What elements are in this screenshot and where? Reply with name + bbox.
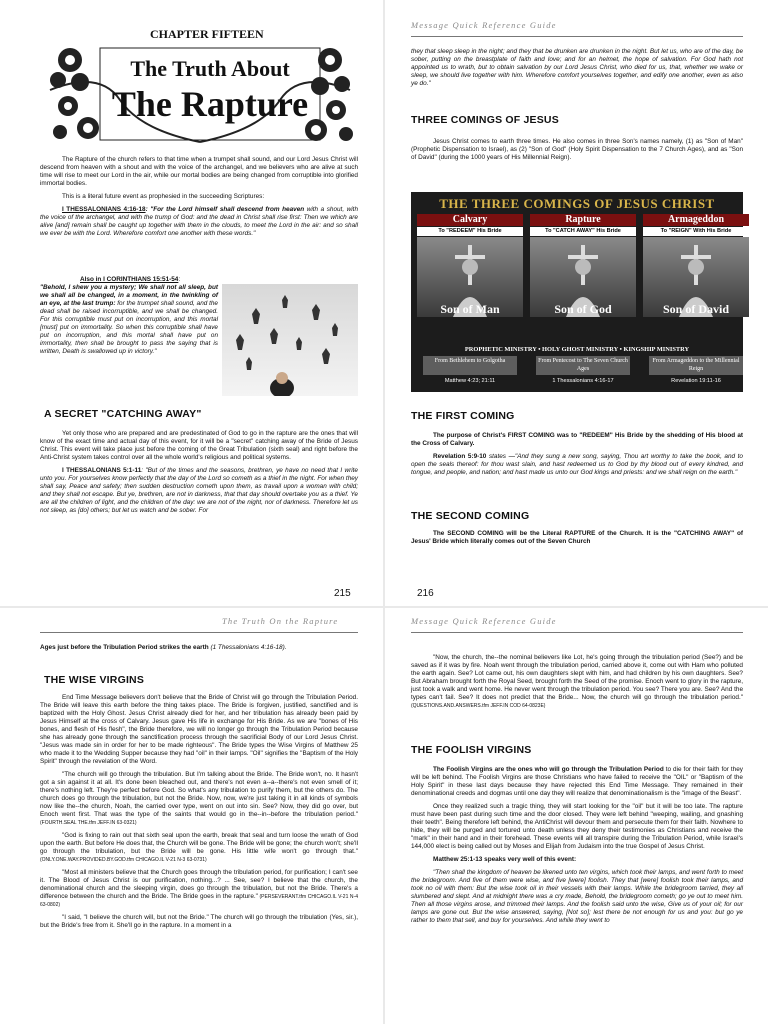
heading-wise-virgins: THE WISE VIRGINS (44, 674, 145, 686)
header-rule (40, 632, 358, 633)
scripture-ref: Revelation 5:9-10 (433, 453, 487, 460)
scripture-text: states —"And they sung a new song, saying, Thou art worthy to take the book, and to open the seals thereof: for thou wast slain, and hast redeemed us to God by thy blood out of every kindred, and tongue, and people, and nation; and hast made us unto our God kings and priests: and we shall reign on the earth." (411, 453, 743, 476)
column-purpose: To "CATCH AWAY" His Bride (530, 227, 636, 236)
chapter-label: CHAPTER FIFTEEN (150, 27, 264, 41)
top-quote-section: "Now, the church, the--the nominal believers like Lot, he's going through the tribulation period (See?) and be saved as if it was by fire. Noah went through the tribulation period, carried above it, come out with Ham who polluted the earth again. See? Lot came out, his own daughters slept with him, and had children by his own daughters. See? But Abraham brought forth the Royal Seed, brought forth the Seed of the promise. Enoch went to glory in the rapture, just took a walk and went home. He never went through the tribulation period. You see? There you are. See? And the types can't fail. See? It does not predict that the Bride... Now, the church will go through the tribulation period." (QUESTIONS.AND.ANSWERS.tfm JEFF.IN COD 64-0823E) (411, 654, 743, 709)
column-son-title: Son of Man (440, 302, 500, 316)
heading-first-coming: THE FIRST COMING (411, 410, 515, 422)
thess-4-passage (40, 206, 358, 238)
matthew-passage: "Then shall the kingdom of heaven be likened unto ten virgins, which took their lamps, and went forth to meet the bridegroom. And five of them were wise, and five [were] foolish. They that [were] foolish took their lamps, and took no oil with them: But the wise took oil in their vessels with their lamps. While the bridegroom tarried, they all slumbered and slept. And at midnight there was a cry made, Behold, the bridegroom cometh; go ye out to meet him. Then all those virgins arose, and trimmed their lamps. And the foolish said unto the wise, Give us of your oil; for our lamps are gone out. But the wise answered, saying, [Not so]; lest there be not enough for us and you: but go ye rather to them that sell, and buy for yourselves. And while they went to (411, 869, 743, 924)
banner-title: THE THREE COMINGS OF JESUS CHRIST (439, 196, 715, 211)
scripture-bold: : "For the Lord himself shall descend from heaven (145, 206, 305, 213)
scripture-ref: I THESSALONIANS 4:16-18 (62, 206, 146, 213)
page-215 (0, 0, 383, 606)
secret-section (40, 430, 358, 520)
column-span-box: From Pentecost to The Seven Church Ages (536, 356, 630, 375)
chapter-title-ornament (40, 40, 360, 148)
column-son-title: Son of God (554, 302, 612, 316)
column-purpose: To "REIGN" With His Bride (643, 227, 749, 236)
first-coming-section (411, 432, 743, 482)
quote-block: "God is fixing to rain out that sixth seal upon the earth, break that seal and turn loose the wrath of God upon the earth. But before He does that, the Church will be gone. The Bride will be gone; the church won't; she'll go through the tribulation, but the Bride will be gone. His little wife won't go through that." (ONLY.ONE.WAY.PROVIDED.BY.GOD.tfm CHICAGO.IL V-21 N-3 63-0731) (40, 832, 358, 863)
wise-section (40, 694, 358, 935)
wise-paragraph: End Time Message believers don't believe that the Bride of Christ will go through the Tribulation Period. The Bride will leave this earth before the thing takes place. The Bride is forgiven, justified, sanctified and is baptized with the Holy Ghost. Jesus Christ already died for her, and her tribulation has already been paid by Jesus Himself at the cross of Calvary. Jesus gave His life in exchange for His Bride. As we are "bones of His bones, and flesh of His flesh", the Bride therefore, we will no longer go through the Tribulation Period because she has already gone through the sanctification process through the sacrificial Body of our Lord Jesus Christ. "Jesus was made sin in order for her to be made righteous". The Bride types the Wise Virgins of Matthew 25 who made it to the Wedding Supper because they had "oil" in their lamps. "Oil" signifies the "Baptism of the Holy Spirit" through the revelation of the Word. (40, 694, 358, 765)
running-head: Message Quick Reference Guide (411, 20, 557, 30)
header-rule (411, 632, 743, 633)
scripture-text: for the trumpet shall sound, and the dead shall be raised incorruptible, and we shall be changed. For this corruptible must put on incorruption, and this mortal [must] put on immortality. So when this corruptible shall have put on incorruption, and this mortal shall have put on immortality, then shall be brought to pass the saying that is written, Death is swallowed up in victory." (40, 300, 218, 355)
top-scripture: they that sleep sleep in the night; and they that be drunken are drunken in the night. But let us, who are of the day, be sober, putting on the breastplate of faith and love; and for an helmet, the hope of salvation. For God hath not appointed us to wrath, but to obtain salvation by our Lord Jesus Christ, who died for us, that, whether we wake or sleep, we should live together with him. Wherefore comfort yourselves together, and edify one another, even as also ye do." (411, 48, 743, 87)
running-head: Message Quick Reference Guide (411, 616, 557, 626)
column-heading: Rapture (530, 214, 636, 226)
three-comings-banner (411, 192, 743, 392)
column-span-box: From Armageddon to the Millennial Reign (649, 356, 743, 375)
page-216 (385, 0, 768, 606)
three-comings-paragraph: Jesus Christ comes to earth three times. He also comes in three Son's names namely, (1) as "Son of Man" (Prophetic Dispensation to Israel), as (2) "Son of God" (Holy Spirit Dispensation to the 7 Church Ages), and as "Son of David" (during the 1000 years of His Millennial Reign). (411, 138, 743, 161)
column-reference: Revelation 19:11-16 (671, 378, 721, 384)
page-217 (0, 608, 383, 1024)
page-number: 215 (334, 588, 351, 599)
scripture-text: with a shout, with the voice of the archangel, and with the trump of God: and the dead in Christ shall rise first: Then we which are alive [and] remain shall be caught up together with them in the clouds, to meet the Lord in the air: and so shall we ever be with the Lord. Wherefore comfort one another with these words." (40, 206, 358, 237)
chapter-title-line1: The Truth About (130, 56, 290, 81)
quote-block: "The church will go through the tribulation. But I'm talking about the Bride. The Bride won't, no. It hasn't got a sin against it at all. It's done been bleached out, and there's not even a--a--there's not even smell of it; there's nothing left. They're perfect before God. So what's any tribulation to purify them, but the others do. The church does go through the tribulation, but not the Bride. Now, now, we're just taking it in all kinds of symbols now like the--the church, Noah, the carried over type, went on out into sin. See? Now, they did go over, but Enoch went first. That was the type of the saints that would go in the--in--before the tribulation period." (FOURTH.SEAL THE.tfm JEFF.IN 63-0321) (40, 771, 358, 826)
scripture-ref: Also in I CORINTHIANS 15:51-54 (80, 276, 179, 283)
column-reference: 1 Thessalonians 4:16-17 (552, 378, 614, 384)
matthew-lead: Matthew 25:1-13 speaks very well of this event: (433, 856, 577, 863)
column-reference: Matthew 4:23; 21:11 (444, 378, 496, 384)
column-purpose: To "REDEEM" His Bride (417, 227, 523, 236)
column-heading: Calvary (417, 214, 523, 226)
page-218 (385, 608, 768, 1024)
running-head: The Truth On the Rapture (222, 616, 339, 626)
heading-foolish-virgins: THE FOOLISH VIRGINS (411, 744, 532, 756)
intro-paragraph: The Rapture of the church refers to that time when a trumpet shall sound, and our Lord Jesus Christ will descend from heaven with a shout and with the voice of the archangel, and we believers who are alive at such time will rise to meet our Lord in the air, while our mortal bodies are being changed from corruptible into glorified immortal bodies. (40, 156, 358, 187)
scripture-text: : "But of the times and the seasons, brethren, ye have no need that I write unto you. For yourselves know perfectly that the day of the Lord so cometh as a thief in the night. For when they shall say, Peace and safety; then sudden destruction cometh upon them, as travail upon a woman with child; and they shall not escape. But ye, brethren, are not in darkness, that that day should overtake you as a thief. Ye are all the children of light, and the children of the day: we are not of the night, nor of darkness. Therefore let us not sleep, as [do] others; but let us watch and be sober. For (40, 467, 358, 514)
page-number: 216 (417, 588, 434, 599)
column-son-title: Son of David (662, 302, 730, 316)
ministry-line: PROPHETIC MINISTRY • HOLY GHOST MINISTRY • KINGSHIP MINISTRY (464, 346, 690, 353)
secret-paragraph: Yet only those who are prepared and are predestinated of God to go in the rapture are the ones that will know of the exact time and actual day of this event, for it will be a "secret" catching away of the Bride of Jesus Christ. This event will take place just before the coming of the Great Tribulation (sixth seal) and right before the Anti-Christ system takes control over all the whole world's religious and political systems. (40, 430, 358, 461)
foolish-section: The Foolish Virgins are the ones who will go through the Tribulation Period to die for their faith for they will be left behind. The Foolish Virgins are those Christians who have failed to receive the "OIL" or "Baptism of the Holy Spirit" in these last days because they have rejected this End Time Message. They remained in their denominational creeds and dogmas until one day they will realize that denominationalism is the "image of the Beast". Once they realized such a tragic thing, they will start looking for the "oil" but it will be too late. The rapture must have been past during such time and the door closed. They were left behind "weeping, wailing, and gnashing their teeth". Being therefore left behind, the AntiChrist will devour them and persecute them for their faith. Nowhere to hide, they will be purged and tortured unto death unless they deny their testimonies as Christians and receive the "mark" in their hand and in their forehead. These events will all transpire during the Tribulation Period, while Israel's 144,000 elect is being called out by Moses and Elijah from Judaism into the true Gospel of Jesus Christ. Matthew 25:1-13 speaks very well of this event: "Then shall the kingdom of heaven be likened unto ten virgins, which took their lamps, and went forth to meet the bridegroom. And five of them were wise, and five [were] foolish. They that [were] foolish took their lamps, and took no oil with them: But the wise took oil in their vessels with their lamps. While the bridegroom tarried, they all slumbered and slept. And at midnight there was a cry made, Behold, the bridegroom cometh; go ye out to meet him. Then all those virgins arose, and trimmed their lamps. And the foolish said unto the wise, Give us of your oil; for our lamps are gone out. But the wise answered, saying, [Not so]; lest there be not enough for us and you: but go ye rather to them that sell, and buy for yourselves. And while they went to (411, 766, 743, 924)
quote-block: "Most all ministers believe that the Church goes through the tribulation period, for purification; I can't see it. The Blood of Jesus Christ is our purification, nothing...? ... See, see? I believe that the church, the denominational church and the sleeping virgin, does go through the tribulation, but not the Bride. There's a difference between the church and the Bride. The Bride goes in the rapture." (PERSEVERANT.tfm CHICAGO.IL V-21 N-4 63-0802) (40, 869, 358, 908)
header-rule (411, 36, 743, 37)
scripture-bold: "Behold, I shew you a mystery; We shall not all sleep, but we shall all be changed, in a moment, in the twinkling of an eye, at the last trump: (40, 284, 218, 307)
scripture-ref: I THESSALONIANS 5:1-11 (62, 467, 142, 474)
literal-line: This is a literal future event as prophesied in the succeeding Scriptures: (62, 193, 265, 200)
chapter-title-line2: The Rapture (111, 84, 309, 124)
heading-three-comings: THREE COMINGS OF JESUS (411, 114, 559, 126)
heading-secret-catching-away: A SECRET "CATCHING AWAY" (44, 408, 202, 420)
rising-figures-icon (222, 284, 358, 396)
rapture-illustration (222, 284, 358, 396)
first-paragraph: The purpose of Christ's FIRST COMING was to "REDEEM" His Bride by the shedding of His blood at the Cross of Calvary. (411, 432, 743, 447)
intro-section (40, 156, 358, 244)
heading-second-coming: THE SECOND COMING (411, 510, 530, 522)
quote-block: "I said, "I believe the church will, but not the Bride." The church will go through the tribulation (Yes, sir.), but the Bride's free from it. She'll go in the rapture. In a moment in a (40, 914, 358, 929)
second-paragraph: The SECOND COMING will be the Literal RAPTURE of the Church. It is the "CATCHING AWAY" of Jesus' Bride which literally comes out of the Seven Church (411, 530, 743, 545)
corinthians-passage: Also in I CORINTHIANS 15:51-54: "Behold, I shew you a mystery; We shall not all sleep, but we shall all be changed, in a moment, in the twinkling of an eye, at the last trump: for the trumpet shall sound, and the dead shall be raised incorruptible, and we shall be changed. For this corruptible must put on incorruption, and this mortal [must] put on immortality. So when this corruptible shall have put on incorruption, and this mortal shall have put on immortality, then shall be brought to pass the saying that is written, Death is swallowed up in victory." (40, 276, 218, 355)
column-span-box: From Bethlehem to Golgotha (423, 356, 517, 375)
top-text: Ages just before the Tribulation Period strikes the earth (1 Thessalonians 4:16-18). (40, 644, 287, 651)
column-heading: Armageddon (643, 214, 749, 226)
